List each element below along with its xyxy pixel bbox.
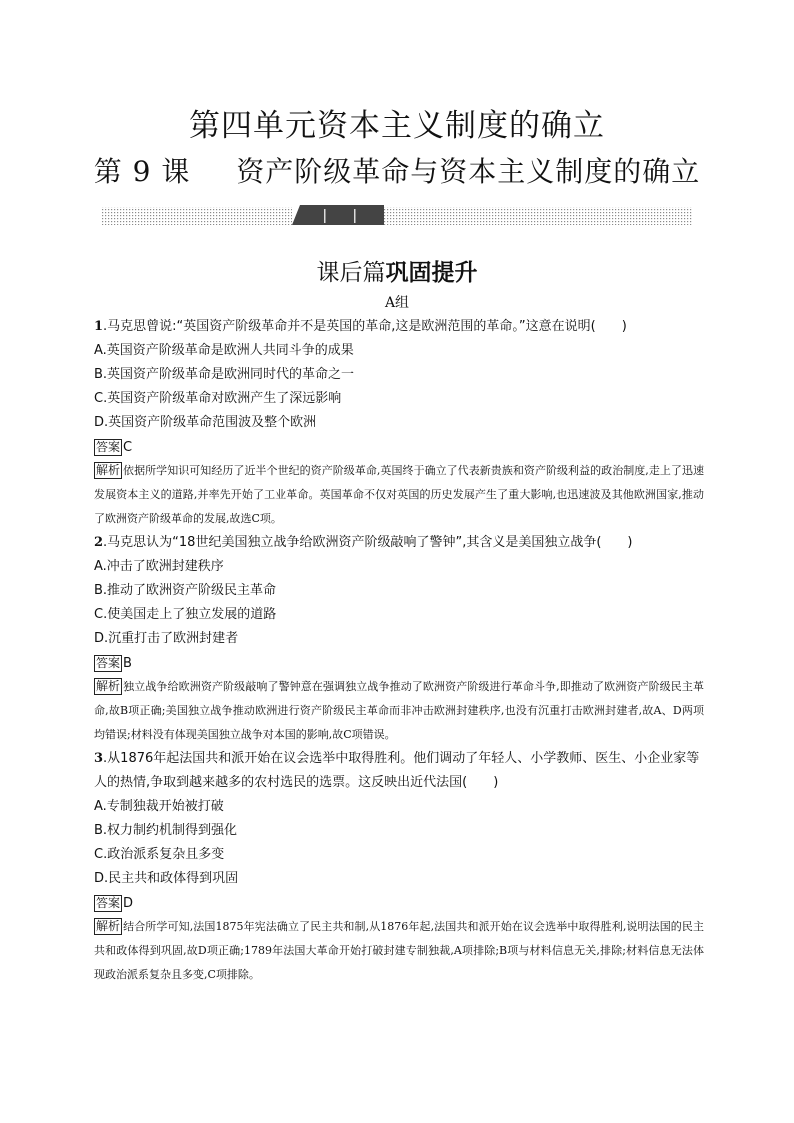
answer-value: C [123, 440, 133, 455]
section-title-normal: 课后篇 [316, 260, 386, 286]
answer-value: B [123, 656, 132, 671]
lesson-prefix: 第 [93, 155, 123, 188]
analysis-tag: 解析 [96, 679, 121, 693]
answer-tag: 答案 [96, 896, 121, 910]
group-label: A组 [384, 295, 410, 311]
option-d: D.沉重打击了欧洲封建者 [94, 631, 239, 646]
option-c: C.政治派系复杂且多变 [94, 847, 225, 862]
lesson-suffix: 课 [161, 155, 191, 188]
analysis-text: 结合所学可知,法国1875年宪法确立了民主共和制,从1876年起,法国共和派开始在议会选举中取得胜利,说明法国的民主共和政体得到巩固,故D项正确;1789年法国大革命开始打破封建专制独裁,A项排除;B项与材料信息无关,排除;材料信息无法体现政治派系复杂且多变,C项排除。 [94, 920, 704, 981]
analysis-text: 独立战争给欧洲资产阶级敲响了警钟意在强调独立战争推动了欧洲资产阶级进行革命斗争,即推动了欧洲资产阶级民主革命,故B项正确;美国独立战争推动欧洲进行资产阶级民主革命而非冲击欧洲封建秩序,也没有沉重打击欧洲封建者,故A、D两项均错误;材料没有体现美国独立战争对本国的影响,故C项错误。 [94, 680, 704, 741]
option-d: D.民主共和政体得到巩固 [94, 871, 239, 886]
question-stem: .马克思认为“18世纪美国独立战争给欧洲资产阶级敲响了警钟”,其含义是美国独立战争( ) [103, 535, 633, 550]
option-c: C.使美国走上了独立发展的道路 [94, 607, 277, 622]
unit-title: 第四单元资本主义制度的确立 [189, 108, 605, 144]
lesson-title [0, 150, 794, 190]
option-b: B.推动了欧洲资产阶级民主革命 [94, 583, 277, 598]
analysis-text: 依据所学知识可知经历了近半个世纪的资产阶级革命,英国终于确立了代表新贵族和资产阶级利益的政治制度,走上了迅速发展资本主义的道路,并率先开始了工业革命。英国革命不仅对英国的历史发展产生了重大影响,也迅速波及其他欧洲国家,推动了欧洲资产阶级革命的发展,故选C项。 [94, 464, 704, 525]
question-list [94, 315, 704, 987]
lesson-number: 9 [132, 155, 152, 188]
section-title [0, 254, 794, 287]
section-title-bold: 巩固提升 [385, 260, 478, 286]
question-3 [94, 747, 704, 987]
question-number: 2 [94, 535, 104, 550]
question-2 [94, 531, 704, 747]
lesson-name: 资产阶级革命与资本主义制度的确立 [236, 155, 701, 188]
option-b: B.权力制约机制得到强化 [94, 823, 238, 838]
analysis-tag: 解析 [96, 463, 121, 477]
option-a: A.英国资产阶级革命是欧洲人共同斗争的成果 [94, 343, 354, 358]
option-b: B.英国资产阶级革命是欧洲同时代的革命之一 [94, 367, 355, 382]
option-d: D.英国资产阶级革命范围波及整个欧洲 [94, 415, 317, 430]
option-c: C.英国资产阶级革命对欧洲产生了深远影响 [94, 391, 342, 406]
question-1 [94, 315, 704, 531]
question-stem: .马克思曾说:“英国资产阶级革命并不是英国的革命,这是欧洲范围的革命。”这意在说明( ) [103, 319, 627, 334]
option-a: A.专制独裁开始被打破 [94, 799, 224, 814]
question-number: 3 [94, 751, 104, 766]
decorative-divider [102, 203, 692, 227]
answer-tag: 答案 [96, 656, 121, 670]
question-stem: .从1876年起法国共和派开始在议会选举中取得胜利。他们调动了年轻人、小学教师、医生、小企业家等人的热情,争取到越来越多的农村选民的选票。这反映出近代法国( ) [94, 751, 700, 790]
option-a: A.冲击了欧洲封建秩序 [94, 559, 224, 574]
answer-value: D [123, 896, 134, 911]
answer-tag: 答案 [96, 440, 121, 454]
analysis-tag: 解析 [96, 919, 121, 933]
question-number: 1 [94, 319, 104, 334]
